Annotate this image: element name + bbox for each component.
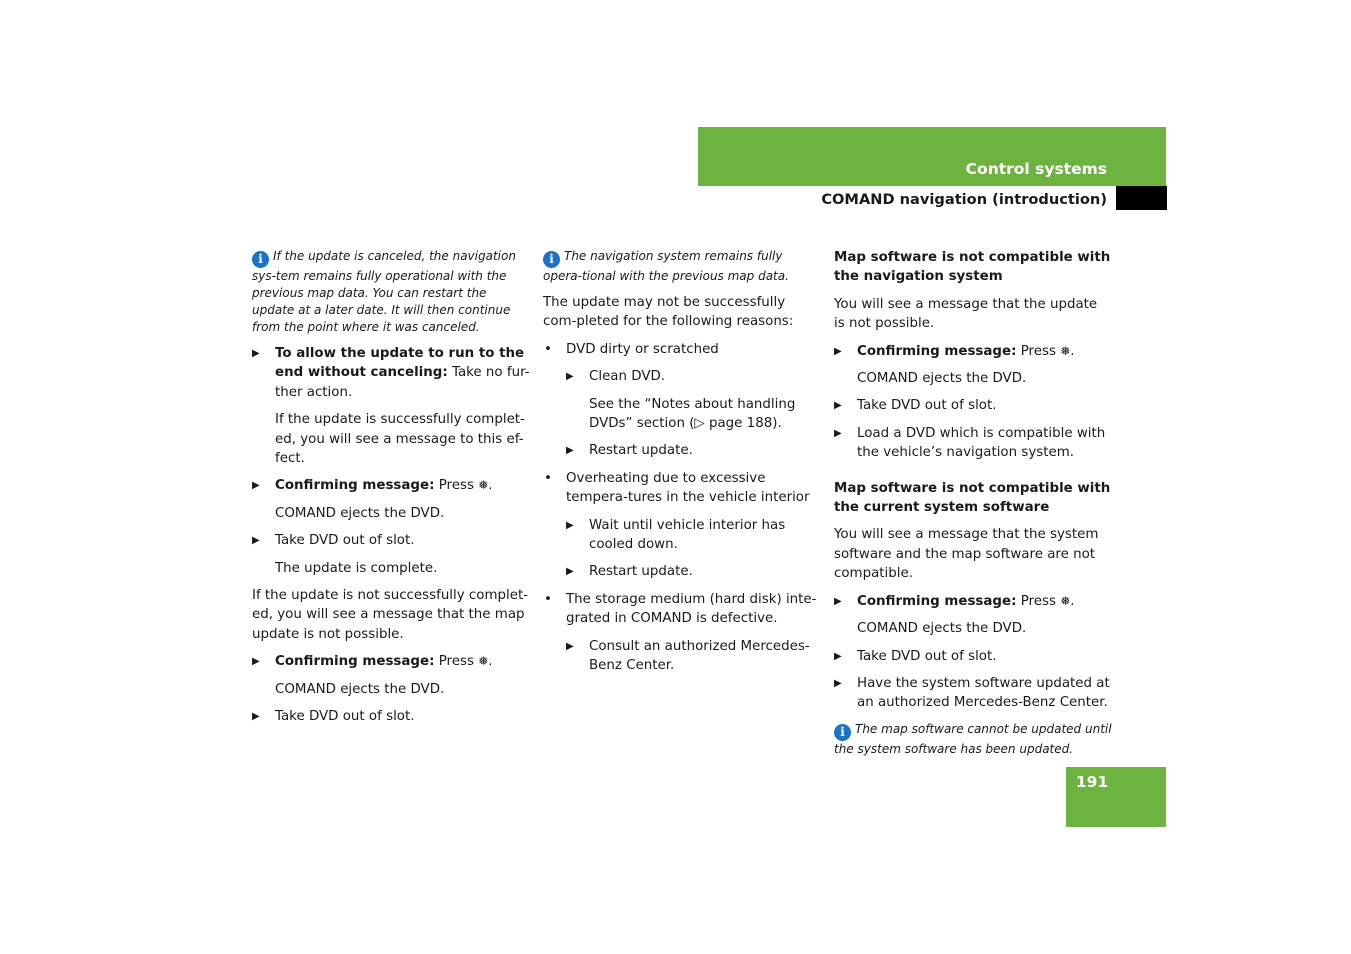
paragraph: You will see a message that the update is not possible.: [834, 296, 1098, 332]
step-result: If the update is successfully complet-ed, you will see a message to this ef-fect.: [275, 412, 525, 467]
paragraph: If the update is not successfully complet-ed, you will see a message that the map update is not possible.: [252, 588, 529, 642]
info-icon: i: [543, 251, 560, 268]
instruction-step: ▶ Load a DVD which is compatible with the vehicle’s navigation system.: [834, 425, 1106, 461]
arrow-icon: ▶: [834, 677, 842, 689]
section-heading: Map software is not compatible with the current system software: [834, 480, 1111, 516]
instruction-step: ▶ Restart update.: [566, 441, 821, 460]
instruction-step: ▶ Consult an authorized Mercedes-Benz Center.: [566, 638, 810, 674]
arrow-icon: ▶: [252, 480, 260, 492]
info-note: i The navigation system remains fully opera-tional with the previous map data.: [543, 249, 789, 283]
subsection-title: COMAND navigation (introduction): [821, 191, 1107, 208]
instruction-step: ▶ Confirming message: Press ❅.: [834, 342, 1112, 361]
arrow-icon: ▶: [566, 566, 574, 578]
arrow-icon: ▶: [566, 371, 574, 383]
instruction-step: ▶ Confirming message: Press ❅.: [252, 476, 530, 495]
paragraph: You will see a message that the system software and the map software are not compatible.: [834, 527, 1099, 582]
section-title: Control systems: [965, 160, 1107, 178]
step-result: COMAND ejects the DVD.: [275, 681, 445, 697]
arrow-icon: ▶: [834, 400, 842, 412]
paragraph: The update may not be successfully com-pleted for the following reasons:: [543, 295, 794, 330]
list-item: • Overheating due to excessive tempera-tures in the vehicle interior: [544, 470, 810, 506]
step-result: COMAND ejects the DVD.: [857, 371, 1027, 387]
arrow-icon: ▶: [566, 519, 574, 531]
info-icon: i: [252, 251, 269, 268]
column-1: [252, 248, 530, 735]
page-number: 191: [1075, 773, 1109, 791]
instruction-step: ▶ Take DVD out of slot.: [252, 531, 530, 550]
arrow-icon: ▶: [834, 345, 842, 357]
instruction-step: ▶ Restart update.: [566, 562, 821, 581]
instruction-step: ▶ Clean DVD.: [566, 367, 821, 386]
step-result: COMAND ejects the DVD.: [857, 621, 1027, 637]
info-note: i If the update is canceled, the navigation sys-tem remains fully operational with the previous map data. You can restart the update at a later date. It will then continue from the point where it was canceled.: [252, 249, 516, 334]
step-result: The update is complete.: [275, 560, 438, 576]
list-item: • DVD dirty or scratched: [543, 340, 821, 359]
arrow-icon: ▶: [834, 427, 842, 439]
step-result: See the “Notes about handling DVDs” section (▷ page 188).: [589, 396, 796, 432]
section-heading: Map software is not compatible with the navigation system: [834, 250, 1111, 285]
step-result: COMAND ejects the DVD.: [275, 505, 445, 521]
instruction-step: ▶ Wait until vehicle interior has cooled down.: [566, 517, 786, 553]
instruction-step: ▶ Take DVD out of slot.: [834, 647, 1112, 666]
bullet-icon: •: [544, 470, 552, 486]
arrow-icon: ▶: [834, 650, 842, 662]
arrow-icon: ▶: [252, 348, 260, 359]
press-button-icon: ❅: [478, 478, 489, 493]
list-item: • The storage medium (hard disk) inte-grated in COMAND is defective.: [544, 591, 817, 627]
instruction-step: ▶ Confirming message: Press ❅.: [252, 652, 530, 671]
instruction-step: ▶ Have the system software updated at an authorized Mercedes-Benz Center.: [834, 675, 1110, 711]
arrow-icon: ▶: [252, 656, 260, 668]
header-tab-marker: [1116, 186, 1167, 210]
arrow-icon: ▶: [566, 640, 574, 652]
bullet-icon: •: [544, 591, 552, 607]
bullet-icon: •: [544, 341, 552, 357]
info-icon: i: [834, 724, 851, 741]
column-3: [834, 248, 1112, 766]
info-note: i The map software cannot be updated until the system software has been updated.: [834, 721, 1112, 756]
arrow-icon: ▶: [566, 445, 574, 457]
instruction-step: ▶ Take DVD out of slot.: [252, 707, 530, 726]
press-button-icon: ❅: [1060, 343, 1071, 358]
instruction-step: ▶ Take DVD out of slot.: [834, 396, 1112, 415]
arrow-icon: ▶: [252, 711, 260, 723]
instruction-step: ▶ Confirming message: Press ❅.: [834, 592, 1112, 611]
column-2: [543, 248, 821, 684]
arrow-icon: ▶: [834, 595, 842, 607]
press-button-icon: ❅: [478, 654, 489, 669]
arrow-icon: ▶: [252, 535, 260, 547]
press-button-icon: ❅: [1060, 593, 1071, 608]
instruction-step: ▶ To allow the update to run to the end without canceling: Take no fur-ther action.: [252, 346, 530, 400]
